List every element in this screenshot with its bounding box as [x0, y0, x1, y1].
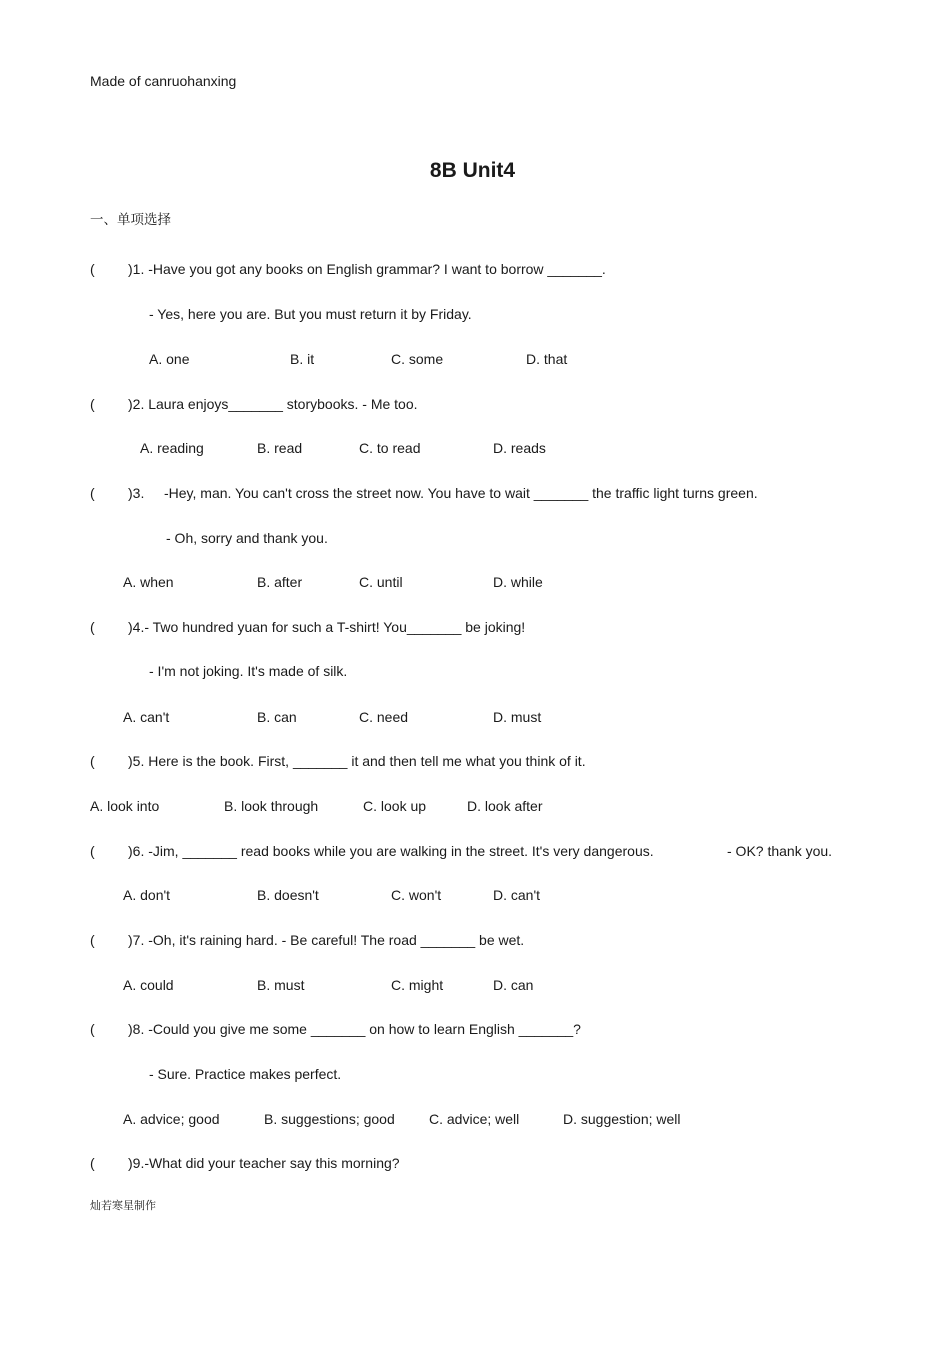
- section-heading: 一、单项选择: [90, 212, 171, 228]
- option-c: C. some: [391, 351, 444, 367]
- option-c: C. look up: [363, 798, 427, 814]
- option-c: C. to read: [359, 440, 421, 456]
- option-c: C. advice; well: [429, 1111, 520, 1127]
- option-b: B. after: [257, 574, 303, 590]
- question-paren: (: [90, 485, 95, 501]
- option-d: D. reads: [493, 440, 546, 456]
- question-stem: )1. -Have you got any books on English grammar? I want to borrow _______.: [128, 261, 606, 277]
- question-stem: )8. -Could you give me some _______ on how to learn English _______?: [128, 1021, 581, 1037]
- question-paren: (: [90, 843, 95, 859]
- question-paren: (: [90, 619, 95, 635]
- option-a: A. advice; good: [123, 1111, 220, 1127]
- question-paren: (: [90, 932, 95, 948]
- option-b: B. read: [257, 440, 303, 456]
- option-d: D. while: [493, 574, 543, 590]
- option-d: D. must: [493, 709, 542, 725]
- option-a: A. don't: [123, 887, 171, 903]
- option-b: B. must: [257, 977, 305, 993]
- option-d: D. can't: [493, 887, 541, 903]
- page-footer: 灿若寒星制作: [90, 1199, 156, 1212]
- option-c: C. might: [391, 977, 444, 993]
- question-response: - Sure. Practice makes perfect.: [149, 1066, 342, 1082]
- question-stem-continued: -Hey, man. You can't cross the street now. You have to wait _______ the traffic light turns green.: [164, 485, 758, 501]
- option-d: D. can: [493, 977, 534, 993]
- question-paren: (: [90, 1155, 95, 1171]
- option-d: D. look after: [467, 798, 543, 814]
- question-response: - Yes, here you are. But you must return it by Friday.: [149, 306, 472, 322]
- question-paren: (: [90, 396, 95, 412]
- question-paren: (: [90, 261, 95, 277]
- option-c: C. won't: [391, 887, 442, 903]
- question-paren: (: [90, 1021, 95, 1037]
- question-response: - I'm not joking. It's made of silk.: [149, 663, 348, 679]
- question-paren: (: [90, 753, 95, 769]
- question-stem: )2. Laura enjoys_______ storybooks. - Me too.: [128, 396, 418, 412]
- option-b: B. suggestions; good: [264, 1111, 395, 1127]
- option-c: C. need: [359, 709, 409, 725]
- option-a: A. look into: [90, 798, 160, 814]
- question-stem: )9.-What did your teacher say this morning?: [128, 1155, 400, 1171]
- question-response: - Oh, sorry and thank you.: [166, 530, 328, 546]
- option-b: B. it: [290, 351, 315, 367]
- option-b: B. look through: [224, 798, 319, 814]
- question-response: - OK? thank you.: [727, 843, 833, 859]
- question-stem: )6. -Jim, _______ read books while you are walking in the street. It's very dangerous.: [128, 843, 654, 859]
- question-stem: )3.: [128, 485, 145, 501]
- option-d: D. that: [526, 351, 568, 367]
- question-stem: )4.- Two hundred yuan for such a T-shirt! You_______ be joking!: [128, 619, 526, 635]
- option-a: A. reading: [140, 440, 204, 456]
- page-header: Made of canruohanxing: [90, 73, 237, 89]
- option-a: A. could: [123, 977, 174, 993]
- option-c: C. until: [359, 574, 403, 590]
- question-stem: )7. -Oh, it's raining hard. - Be careful! The road _______ be wet.: [128, 932, 525, 948]
- question-stem: )5. Here is the book. First, _______ it and then tell me what you think of it.: [128, 753, 586, 769]
- option-b: B. can: [257, 709, 297, 725]
- option-a: A. can't: [123, 709, 170, 725]
- option-a: A. when: [123, 574, 174, 590]
- page-title: 8B Unit4: [429, 159, 516, 182]
- option-a: A. one: [149, 351, 190, 367]
- option-b: B. doesn't: [257, 887, 319, 903]
- option-d: D. suggestion; well: [563, 1111, 681, 1127]
